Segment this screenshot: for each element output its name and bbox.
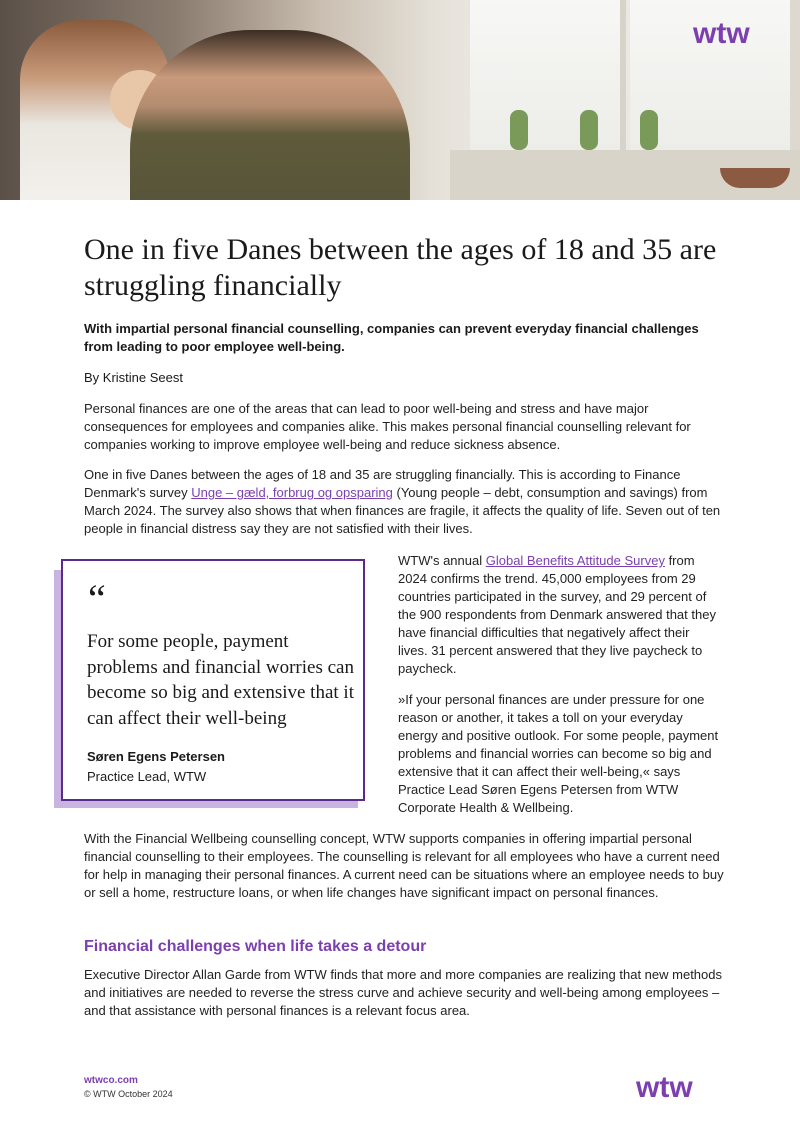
pull-quote (61, 559, 365, 801)
man-figure (130, 30, 410, 200)
wtw-logo-text: wtw (636, 1072, 693, 1102)
quote-author-name: Søren Egens Petersen (87, 749, 225, 764)
body-paragraph: Personal finances are one of the areas that can lead to poor well-being and stress and have major consequences for employees and companies alike. This makes personal financial counselling relevant for companies working to improve employee well-being and reduce sickness absence. (84, 401, 691, 452)
text-run: (Young people – debt, consumption and savings) from March 2024. The survey also shows that when finances are fragile, it affects the quality of life. Seven out of ten people in financial distress say they are not satisfied with their lives. (84, 485, 721, 536)
body-paragraph (398, 552, 720, 678)
plant (580, 110, 598, 150)
body-paragraph: Executive Director Allan Garde from WTW finds that more and more companies are realizing that new methods and initiatives are needed to reverse the stress curve and achieve security and well-being among employees – and that assistance with personal finances is a relevant focus area. (84, 967, 722, 1018)
text-run: One in five Danes between the ages of 18 and 35 are struggling financially. This is according to Finance Denmark's survey (84, 467, 681, 500)
plant (510, 110, 528, 150)
finance-denmark-survey-link[interactable]: Unge – gæld, forbrug og opsparing (191, 485, 393, 500)
text-run: from 2024 confirms the trend. 45,000 employees from 29 countries participated in the survey, and 29 percent of the 900 respondents from Denmark answered that they have financial difficulties that negatively affect their lives. 31 percent answered that they live paycheck to paycheck. (398, 553, 716, 676)
wtw-logo[interactable] (693, 18, 775, 48)
wtw-logo-footer[interactable] (636, 1072, 716, 1102)
hero-photo (0, 0, 800, 200)
section-heading: Financial challenges when life takes a detour (84, 938, 427, 955)
body-paragraph (84, 466, 724, 538)
wtw-logo-text: wtw (693, 18, 750, 48)
plant (640, 110, 658, 150)
footer-website-link[interactable]: wtwco.com (84, 1075, 138, 1086)
byline: By Kristine Seest (84, 370, 183, 385)
body-paragraph: With the Financial Wellbeing counselling concept, WTW supports companies in offering impartial personal financial counselling to their employees. The counselling is relevant for all employees who have a current need for help in managing their personal finances. A current need can be situations where an employee needs to buy or sell a home, restructure loans, or when life changes have significant impact on personal finances. (84, 831, 724, 900)
page-title: One in five Danes between the ages of 18 and 35 are struggling financially (84, 233, 717, 302)
text-run: WTW's annual (398, 553, 486, 568)
global-benefits-survey-link[interactable]: Global Benefits Attitude Survey (485, 553, 665, 568)
lead-paragraph: With impartial personal financial counselling, companies can prevent everyday financial challenges from leading to poor employee well-being. (84, 321, 699, 354)
quote-mark: “ (88, 576, 106, 621)
footer-copyright: © WTW October 2024 (84, 1089, 173, 1099)
quote-author-role: Practice Lead, WTW (87, 769, 207, 784)
quote-text: For some people, payment problems and financial worries can become so big and extensive that it can affect their well-being (87, 631, 354, 729)
bowl (720, 168, 790, 188)
body-paragraph: »If your personal finances are under pressure for one reason or another, it takes a toll on your everyday energy and positive outlook. For some people, payment problems and financial worries can become so big and extensive that it can affect their well-being,« says Practice Lead Søren Egens Petersen from WTW Corporate Health & Wellbeing. (398, 692, 719, 815)
